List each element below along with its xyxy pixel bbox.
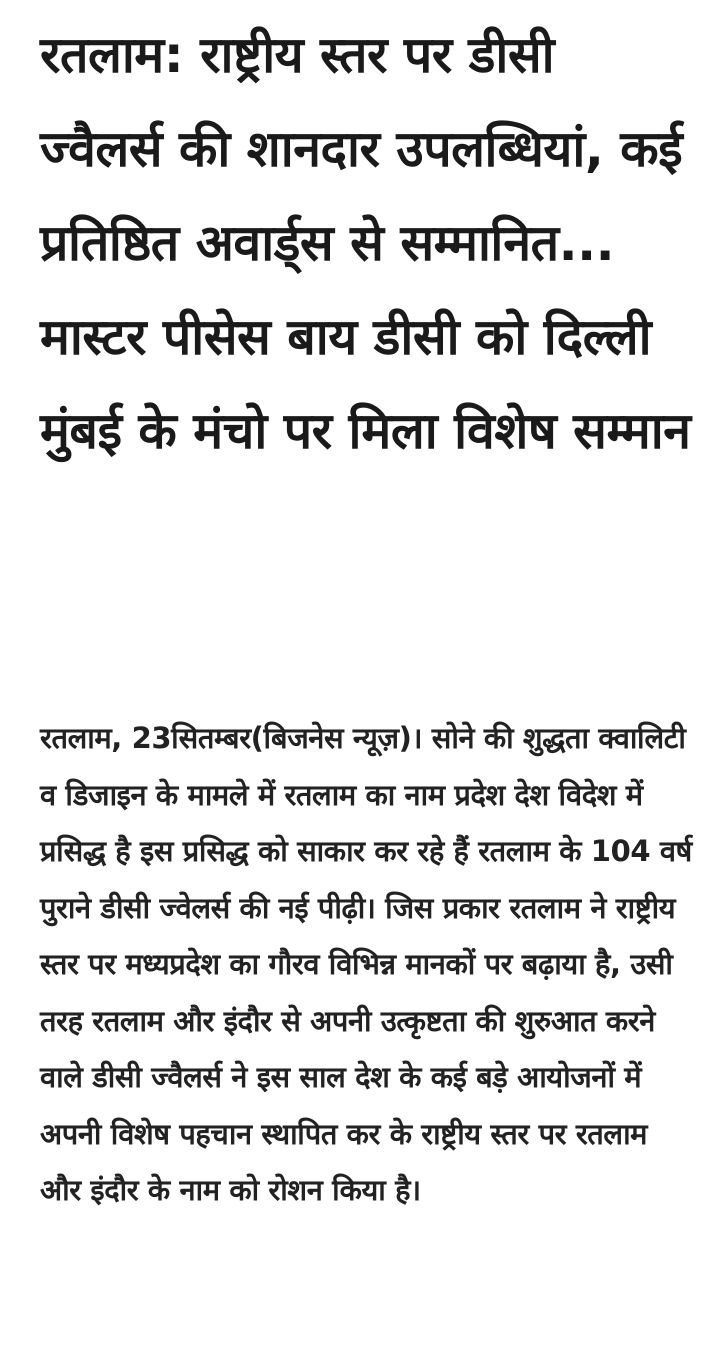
- article-body-paragraph: रतलाम, 23सितम्बर(बिजनेस न्यूज़)। सोने की शुद्धता क्वालिटी व डिजाइन के मामले में रतलाम का नाम प्रदेश देश विदेश में प्रसिद्ध है इस प्रसिद्ध को साकार कर रहे हैं रतलाम के 104 वर्ष पुराने डीसी ज्वेलर्स की नई पीढ़ी। जिस प्रकार रतलाम ने राष्ट्रीय स्तर पर मध्यप्रदेश का गौरव विभिन्न मानकों पर बढ़ाया है, उसी तरह रतलाम और इंदौर से अपनी उत्कृष्टता की शुरुआत करने वाले डीसी ज्वैलर्स ने इस साल देश के कई बड़े आयोजनों में अपनी विशेष पहचान स्थापित कर के राष्ट्रीय स्तर पर रतलाम और इंदौर के नाम को रोशन किया है।: [40, 721, 692, 1207]
- article-headline: रतलाम: राष्ट्रीय स्तर पर डीसी ज्वैलर्स की शानदार उपलब्धियां, कई प्रतिष्ठित अवार्ड्स से सम्मानित... मास्टर पीसेस बाय डीसी को दिल्ली मुंबई के मंचो पर मिला विशेष सम्मान: [40, 26, 691, 460]
- news-article: [40, 8, 692, 1207]
